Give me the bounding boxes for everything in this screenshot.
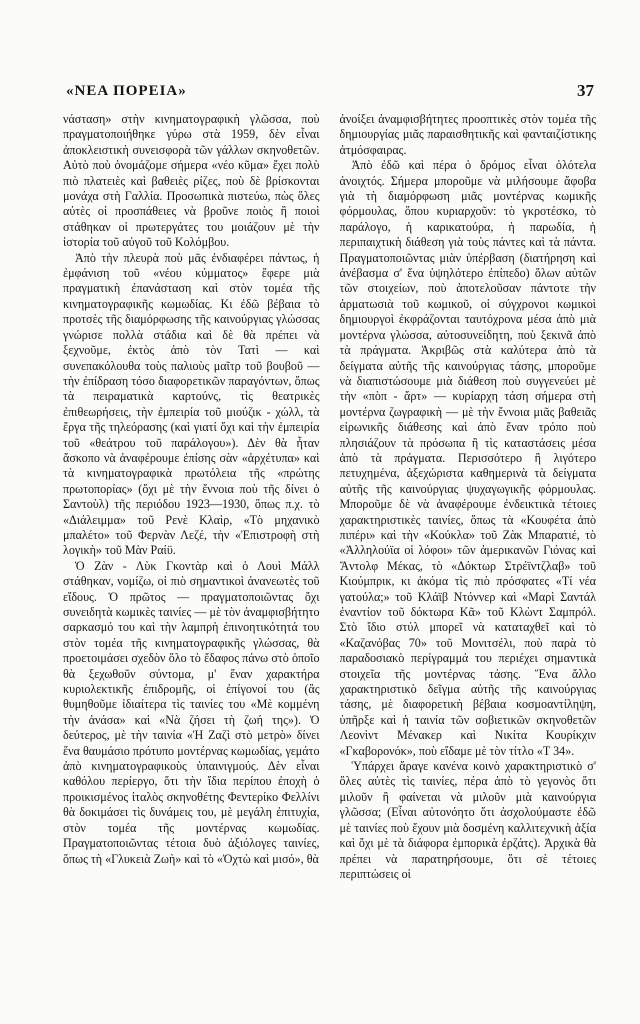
text-columns [63,112,596,1012]
page-header [66,78,594,104]
paragraph: Ὑπάρχει ἄραγε κανένα κοινὸ χαρακτηριστικὸ σ' ὅλες αὐτὲς τὶς ταινίες, πέρα ἀπὸ τὸ γεγονὸς ὅτι μιλοῦν ἢ φαίνεται νὰ μιλοῦν μιὰ καινούργια γλῶσσα; (Εἶναι αὐτονόητο ὅτι ἀσχολούμαστε ἐδῶ μὲ ταινίες ποὺ ἔχουν μιὰ δοσμένη καλλιτεχνικὴ ἀξία καὶ ὄχι μὲ τὰ διάφορα ἐμπορικὰ ἐρζάτς). Ἀρχικὰ θὰ πρέπει νὰ παρατηρήσουμε, ὅτι σὲ τέτοιες περιπτώσεις οἱ [339,759,596,881]
paragraph: Ἀπὸ τὴν πλευρὰ ποὺ μᾶς ἐνδιαφέρει πάντως, ἡ ἐμφάνιση τοῦ «νέου κύμματος» ἔφερε μιὰ πραγματικὴ ἐπανάσταση καὶ στὸν τομέα τῆς κινηματογραφικῆς κωμωδίας. Κι ἐδῶ βέβαια τὸ προτσὲς τῆς διαμόρφωσης τῆς καινούργιας γλώσσας γνώρισε πολλὰ στάδια καὶ δὲ θὰ πρέπει νὰ ξεχνοῦμε, ἐκτὸς ἀπὸ τὸν Τατὶ — καὶ συνεπακόλουθα τοὺς παλιοὺς μαῖτρ τοῦ βουβοῦ — τὴν ἐπίδραση τόσο διαφορετικῶν παραγόντων, ὅπως τὰ πειραματικὰ καρτούνς, τὶς θεατρικὲς ἐπιθεωρήσεις, τὴν ἐμπειρία τοῦ μιούζικ - χώλλ, τὰ ἔργα τῆς τηλεόρασης (καὶ γιατί ὄχι καὶ τὴν ἐμπειρία τοῦ «θεάτρου τοῦ παράλογου»). Δὲν θὰ ἦταν ἄσκοπο νὰ ἀναφέρουμε ἐπίσης σὰν «ἀρχέτυπα» καὶ τὰ κινηματογραφικὰ πρωτόλεια τῆς «πρώτης πρωτοπορίας» (ὄχι μὲ τὴν ἔννοια ποὺ τῆς δίνει ὁ Σαντοὺλ) τῆς περιόδου 1923—1930, ὅπως π.χ. τὸ «Διάλειμμα» τοῦ Ρενὲ Κλαὶρ, «Τὸ μηχανικὸ μπαλέτο» τοῦ Φερνὰν Λεζέ, τὴν «Ἐπιστροφὴ στὴ λογικὴ» τοῦ Μὰν Ραίϋ. [63,250,320,558]
paragraph: Ἀπὸ ἐδῶ καὶ πέρα ὁ δρόμος εἶναι ὁλότελα ἀνοιχτός. Σήμερα μποροῦμε νὰ μιλήσουμε ἄφοβα γιὰ τὴ διαμόρφωση μιᾶς μοντέρνας κωμικῆς φόρμουλας, ὅπου κυριαρχοῦν: τὸ γκροτέσκο, τὸ παράλογο, ἡ καρικατούρα, ἡ παρωδία, ἡ περιπαιχτικὴ διάθεση γιὰ τοὺς πάντες καὶ τὰ πάντα. Πραγματοποιῶντας μιὰν ὑπέρβαση (διατήρηση καὶ ἀνέβασμα σ' ἕνα ὑψηλότερο ἐπίπεδο) ὅλων αὐτῶν τῶν στοιχείων, ποὺ ἀποτελοῦσαν πάντοτε τὴν ἀρματωσιὰ τοῦ κωμικοῦ, οἱ σύγχρονοι κωμικοὶ δημιουργοὶ ἐκφράζονται ταυτόχρονα μέσα ἀπὸ μιὰ μοντέρνα γλώσσα, αὐτοσυνείδητη, ποὺ ξεκινᾶ ἀπὸ τὰ πράγματα. Ἀκριβῶς στὰ καλύτερα ἀπὸ τὰ δείγματα αὐτῆς τῆς καινούργιας τάσης, μποροῦμε νὰ διαπιστώσουμε μιὰ διάθεση ποὺ συγγενεύει μὲ τὴν «πὸπ - ἄρτ» — κυρίαρχη τάση σήμερα στὴ μοντέρνα ζωγραφικὴ — μὲ τὴν ἔννοια μιᾶς βαθειᾶς εἰρωνικῆς διάθεσης καὶ ἀπὸ ἕναν τρόπο ποὺ πλησιάζουν τὰ πρόσωπα ἢ τὶς καταστάσεις μέσα ἀπὸ τὰ πράγματα. Περισσότερο ἢ λιγότερο πετυχημένα, ἀξεχώριστα καθημερινὰ τὰ δείγματα αὐτῆς τῆς καινούργιας ψυχαγωγικῆς φόρμουλας. Μποροῦμε δὲ νὰ ἀναφέρουμε ἐνδεικτικὰ τέτοιες χαρακτηριστικὲς ταινίες, ὅπως τὰ «Κουφέτα ἀπὸ πιπέρι» καὶ τὴν «Κούκλα» τοῦ Ζὰκ Μπαρατιέ, τὸ «Ἀλληλούϊα οἱ λόφοι» τῶν ἀμερικανῶν Γιόνας καὶ Ἄντολφ Μέκας, τὸ «Δόκτωρ Στρέϊντζλαβ» τοῦ Κιούμπρικ, κι ἀκόμα τὶς πιὸ πρόσφατες «Τί νέα γατούλα;» τοῦ Κλάϊβ Ντόννερ καὶ «Μαρὶ Σαντάλ ἐναντίον τοῦ δόκτωρα Κᾶ» τοῦ Κλὼντ Σαμπρόλ. Στὸ ἴδιο στύλ μπορεῖ νὰ καταταχθεῖ καὶ τὸ «Καζανόβας 70» τοῦ Μονιτσέλι, ποὺ παρὰ τὸ παραδοσιακὸ περίγραμμά του περιέχει σημαντικὰ στοιχεῖα τῆς μοντέρνας τάσης. Ἕνα ἄλλο χαρακτηριστικὸ δεῖγμα αὐτῆς τῆς καινούργιας τάσης, μὲ διαφορετικὴ βέβαια κοσμοαντίληψη, ὑπῆρξε καὶ ἡ ταινία τῶν σοβιετικῶν σκηνοθετῶν Λεονὶντ Μένακερ καὶ Νικίτα Κουρίκχιν «Γκαβορονόκ», ποὺ εἴδαμε μὲ τὸν τίτλο «Τ 34». [339,158,596,758]
paragraph: ἀνοίξει ἀναμφισβήτητες προοπτικὲς στὸν τομέα τῆς δημιουργίας μιᾶς παραισθητικῆς καὶ φανταιζίστικης ἀτμόσφαιρας. [339,112,596,157]
left-column [63,112,320,1012]
page-number: 37 [577,81,594,100]
paragraph: νάσταση» στὴν κινηματογραφικὴ γλῶσσα, ποὺ πραγματοποιήθηκε γύρω στὰ 1959, δὲν εἶναι ἀποκλειστικὴ συνεισφορὰ τῶν γάλλων σκηνοθετῶν. Αὐτὸ ποὺ ὀνομάζομε σήμερα «νέο κῦμα» ἔχει πολὺ πιὸ πλατειὲς καὶ βαθειὲς ρίζες, ποὺ δὲ βρίσκονται μονάχα στὴ Γαλλία. Προσωπικὰ πιστεύω, πὼς ὅλες αὐτὲς οἱ προσπάθειες νὰ βροῦνε ποιὸς ἢ ποιοὶ στάθηκαν οἱ πρωτεργάτες του μοιάζουν μὲ τὴν ἱστορία τοῦ αὐγοῦ τοῦ Κολόμβου. [63,112,320,250]
right-column [340,112,597,1012]
paragraph: Ὁ Ζὰν - Λὺκ Γκοντὰρ καὶ ὁ Λουὶ Μάλλ στάθηκαν, νομίζω, οἱ πιὸ σημαντικοὶ ἀνανεωτὲς τοῦ εἴδους. Ὁ πρῶτος — πραγματοποιῶντας ὄχι συνειδητὰ κωμικὲς ταινίες — μὲ τὸν ἀναμφισβήτητο σαρκασμό του καὶ τὴν λαμπρὴ ἐπινοητικότητά του στὸν τομέα τῆς κινηματογραφικῆς γλώσσας, θὰ προετοιμάσει σχεδὸν ὅλο τὸ ἔδαφος πάνω στὸ ὁποῖο θὰ ξεχωθοῦν σύντομα, μ' ἕναν χαρακτήρα κυριολεκτικῆς ἐπιδρομῆς, οἱ ἐπίγονοί του (ἂς θυμηθοῦμε ἰδιαίτερα τὶς ταινίες του «Μὲ κομμένη τὴν ἀνάσα» καὶ «Νὰ ζήσει τὴ ζωή της»). Ὁ δεύτερος, μὲ τὴν ταινία «Ἡ Ζαζὶ στὸ μετρὸ» δίνει ἕνα θαυμάσιο πρότυπο μοντέρνας κωμωδίας, γεμάτο ἀπὸ κινηματογραφικοὺς ὑπαινιγμούς. Δὲν εἶναι καθόλου περίεργο, ὅτι τὴν ἴδια περίπου ἐποχὴ ὁ προικισμένος ἰταλὸς σκηνοθέτης Φεντερίκο Φελλίνι θὰ δοκιμάσει τὶς δυνάμεις του, μὲ μεγάλη ἐπιτυχία, στὸν τομέα τῆς μοντέρνας κωμωδίας. Πραγματοποιῶντας τέτοια δυὸ ἀξιόλογες ταινίες, ὅπως τὴ «Γλυκειὰ Ζωὴ» καὶ τὸ «Ὀχτὼ καὶ μισό», θὰ [63,558,320,866]
journal-title: «ΝΕΑ ΠΟΡΕΙΑ» [66,82,187,99]
